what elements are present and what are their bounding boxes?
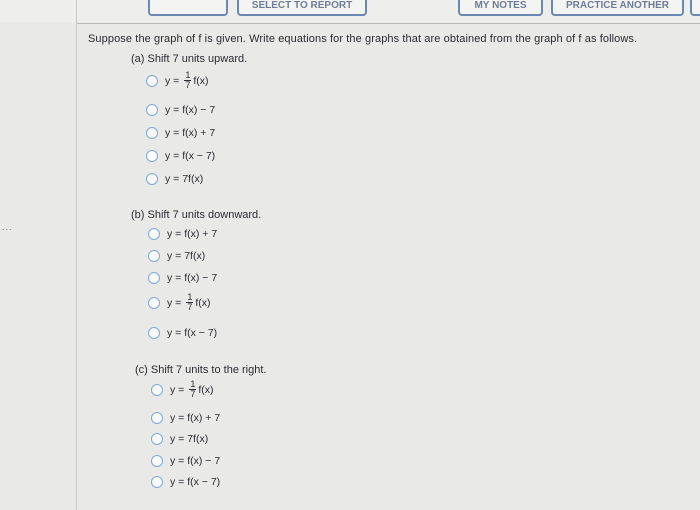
- question-text: Suppose the graph of f is given. Write equations for the graphs that are obtained from the graph of f as follows.: [88, 33, 638, 45]
- part-a-option-1[interactable]: y = $\frac{1}{7}$ f(x): [146, 71, 209, 90]
- radio-button[interactable]: [148, 250, 160, 262]
- part-b-option-2[interactable]: y = 7f(x): [148, 250, 205, 262]
- fraction: $\frac{1}{7}$: [187, 292, 193, 312]
- radio-button[interactable]: [148, 297, 160, 309]
- left-margin-divider: [76, 0, 77, 510]
- radio-button[interactable]: [146, 173, 158, 185]
- part-c-option-2[interactable]: y = f(x) + 7: [151, 412, 220, 424]
- select-to-report-button[interactable]: SELECT TO REPORT: [237, 0, 367, 16]
- fraction: $\frac{1}{7}$: [190, 379, 196, 399]
- part-c-option-1[interactable]: y = $\frac{1}{7}$ f(x): [151, 380, 214, 399]
- part-b-option-3[interactable]: y = f(x) − 7: [148, 272, 217, 284]
- part-c-title: (c) Shift 7 units to the right.: [135, 364, 267, 376]
- part-b-title: (b) Shift 7 units downward.: [131, 209, 262, 221]
- part-a-option-3[interactable]: y = f(x) + 7: [146, 127, 215, 139]
- fraction: $\frac{1}{7}$: [185, 70, 191, 90]
- radio-button[interactable]: [146, 75, 158, 87]
- radio-button[interactable]: [146, 150, 158, 162]
- toolbar-button-edge[interactable]: [690, 0, 700, 16]
- radio-button[interactable]: [151, 433, 163, 445]
- my-notes-button[interactable]: MY NOTES: [458, 0, 543, 16]
- part-a-title: (a) Shift 7 units upward.: [131, 53, 248, 65]
- part-a-option-4[interactable]: y = f(x − 7): [146, 150, 215, 162]
- part-c-option-4[interactable]: y = f(x) − 7: [151, 455, 220, 467]
- radio-button[interactable]: [151, 455, 163, 467]
- part-c-option-5[interactable]: y = f(x − 7): [151, 476, 220, 488]
- radio-button[interactable]: [151, 476, 163, 488]
- radio-button[interactable]: [148, 228, 160, 240]
- header-divider: [76, 23, 700, 24]
- radio-button[interactable]: [151, 384, 163, 396]
- part-a-option-5[interactable]: y = 7f(x): [146, 173, 203, 185]
- radio-button[interactable]: [146, 127, 158, 139]
- part-a-option-2[interactable]: y = f(x) − 7: [146, 104, 215, 116]
- more-ellipsis: ...: [2, 222, 13, 232]
- radio-button[interactable]: [146, 104, 158, 116]
- part-b-option-1[interactable]: y = f(x) + 7: [148, 228, 217, 240]
- part-b-option-5[interactable]: y = f(x − 7): [148, 327, 217, 339]
- part-c-option-3[interactable]: y = 7f(x): [151, 433, 208, 445]
- radio-button[interactable]: [148, 272, 160, 284]
- practice-another-button[interactable]: PRACTICE ANOTHER: [551, 0, 684, 16]
- radio-button[interactable]: [148, 327, 160, 339]
- toolbar-button[interactable]: [148, 0, 228, 16]
- radio-button[interactable]: [151, 412, 163, 424]
- part-b-option-4[interactable]: y = $\frac{1}{7}$ f(x): [148, 293, 211, 312]
